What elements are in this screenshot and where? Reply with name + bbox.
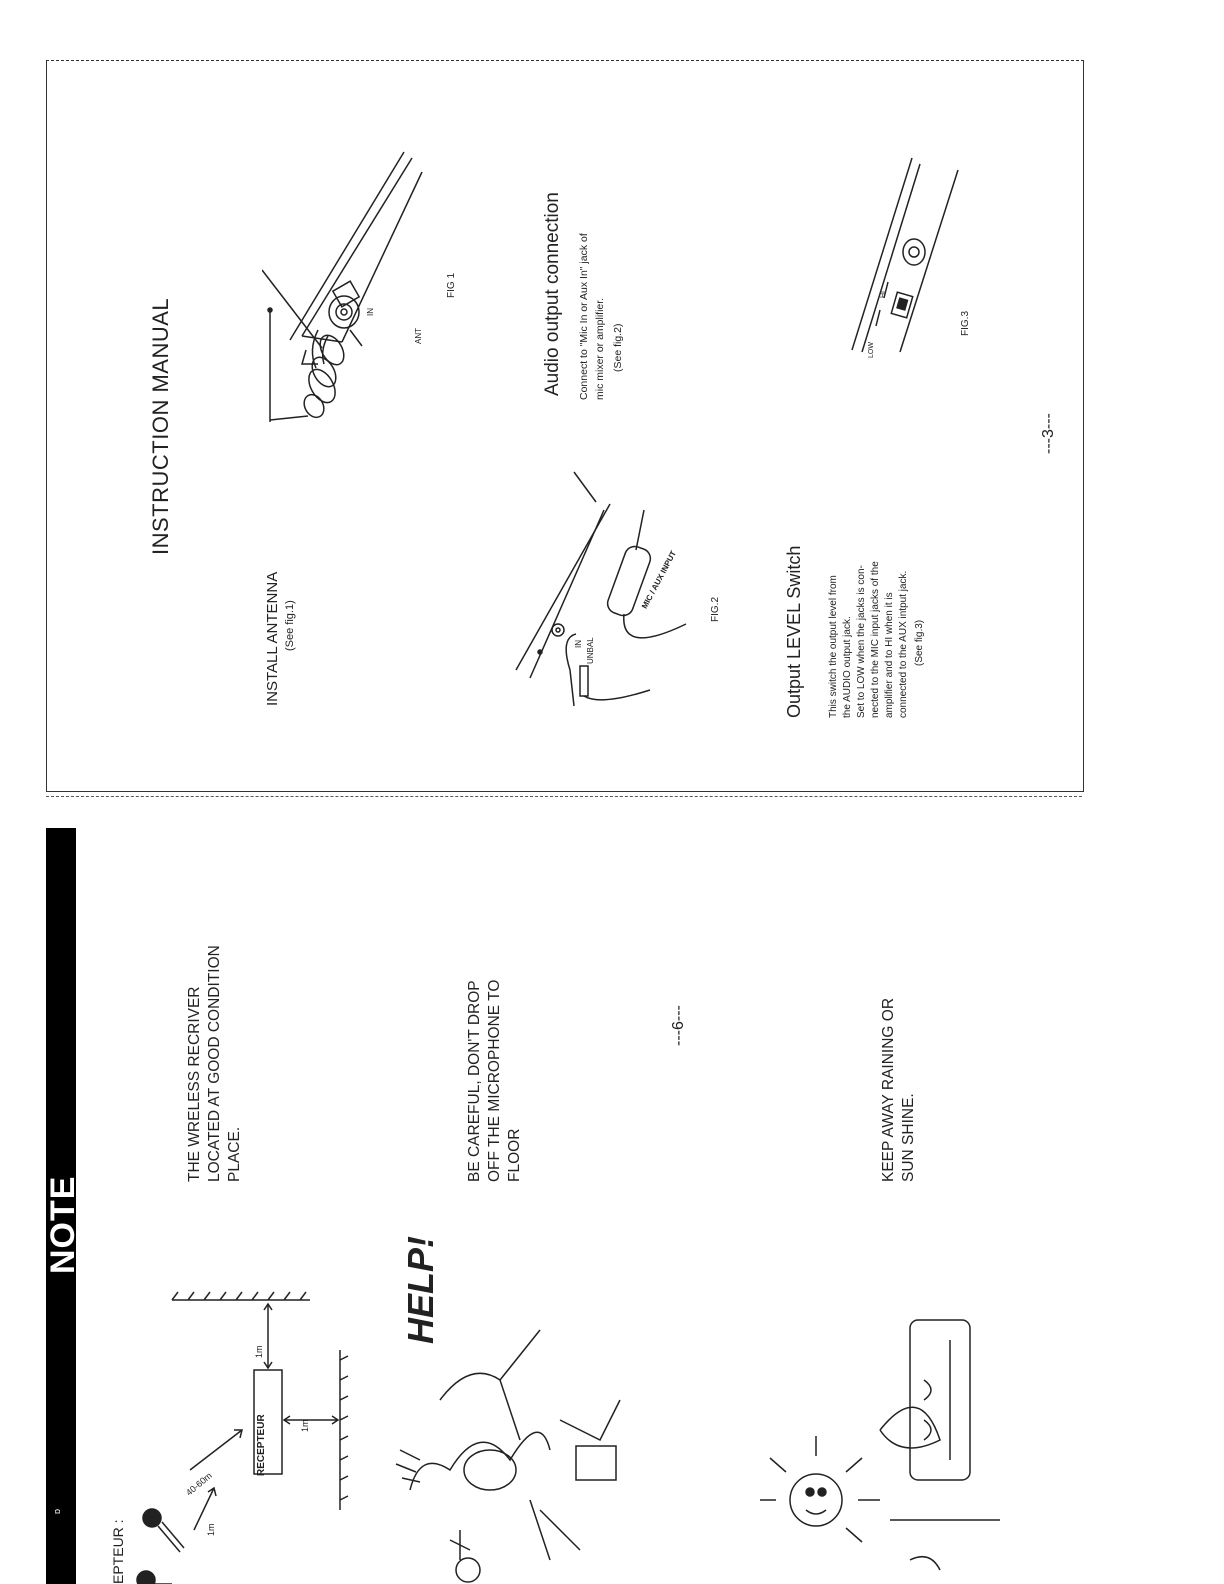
fig3-label: FIG.3 xyxy=(960,310,971,336)
note1-line3: PLACE. xyxy=(226,1126,243,1182)
receptor-caption: EPTEUR : xyxy=(110,1519,126,1584)
fig1-label: FIG 1 xyxy=(446,272,457,298)
note1-line1: THE WRELESS RECRIVER xyxy=(186,986,203,1182)
note1-line2: LOCATED AT GOOD CONDITION xyxy=(206,945,223,1182)
fig1-antenna-drawing xyxy=(262,150,432,440)
sun-rain-cartoon xyxy=(760,1260,1060,1584)
note3-line1: KEEP AWAY RAINING OR xyxy=(880,997,897,1182)
receiver-box-label: RECEPTEUR xyxy=(256,1414,267,1476)
audio-output-see: (See fig.2) xyxy=(612,323,624,372)
audio-output-line1: Connect to "Mic In or Aux In" jack of xyxy=(578,233,590,400)
wall-distance-label: 1m xyxy=(300,1419,310,1432)
output-level-line1: This switch the output level from xyxy=(828,575,839,718)
note2-line3: FLOOR xyxy=(506,1128,523,1182)
output-level-line5: amplifier and to HI when it is xyxy=(884,592,895,718)
output-level-see: (See fig.3) xyxy=(914,619,925,666)
left-page-number: ---6--- xyxy=(670,1005,687,1046)
fig1-in-label: IN xyxy=(366,308,375,316)
fig2-input-label: MIC / AUX INPUT xyxy=(640,549,679,611)
output-level-line4: nected to the MIC input jacks of the xyxy=(870,561,881,718)
output-level-heading: Output LEVEL Switch xyxy=(784,545,804,718)
right-page-number: ---3--- xyxy=(1040,413,1057,454)
note2-line2: OFF THE MICROPHONE TO xyxy=(486,979,503,1182)
output-level-line3: Set to LOW when the jacks is con- xyxy=(856,565,867,718)
audio-output-line2: mic mixer or amplifier. xyxy=(594,297,606,400)
fig1-ant-label: ANT xyxy=(414,328,423,344)
mic-distance-label: 1m xyxy=(206,1523,216,1536)
help-exclamation: HELP! xyxy=(400,1236,441,1344)
distance-label: 40-60m xyxy=(184,1470,214,1498)
fig2-in-label: IN xyxy=(574,640,583,648)
fig3-low-label: LOW xyxy=(868,342,875,358)
output-level-line2: the AUDIO output jack. xyxy=(842,616,853,718)
note-banner-small: ɒ xyxy=(52,1508,62,1514)
install-antenna-see: (See fig.1) xyxy=(284,600,296,651)
page-divider xyxy=(46,796,1082,797)
fig3-hi-label: HI xyxy=(880,291,887,298)
output-level-line6: connected to the AUX intput jack. xyxy=(898,570,909,718)
note-banner-title: NOTE xyxy=(44,1175,82,1274)
fig2-jack-drawing xyxy=(500,470,700,710)
page-title: INSTRUCTION MANUAL xyxy=(148,297,173,555)
ceiling-distance-label: 1m xyxy=(254,1345,264,1358)
install-antenna-heading: INSTALL ANTENNA xyxy=(264,571,281,706)
fig2-unbal-label: UNBAL xyxy=(586,637,595,664)
audio-output-heading: Audio output connection xyxy=(542,192,563,396)
fig2-label: FIG.2 xyxy=(710,596,721,622)
note2-line1: BE CAREFUL, DON'T DROP xyxy=(466,980,483,1182)
receiver-placement-diagram xyxy=(130,1280,360,1584)
note3-line2: SUN SHINE. xyxy=(900,1093,917,1182)
